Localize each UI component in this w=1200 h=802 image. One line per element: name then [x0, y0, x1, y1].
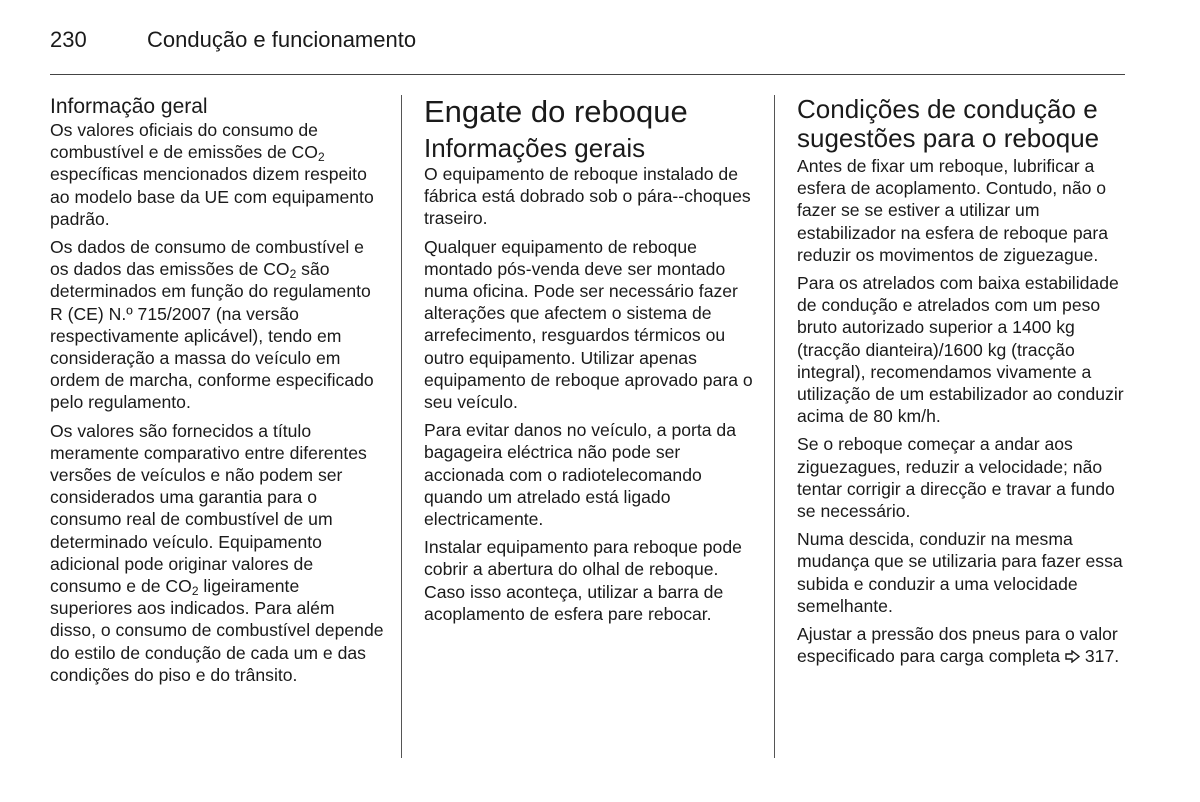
paragraph: Para evitar danos no veículo, a porta da bagageira eléctrica não pode ser accionada com o radiotelecomando quando um atrelado está ligado electricamente. — [424, 420, 736, 530]
paragraph: Antes de fixar um reboque, lubrificar a esfera de acoplamento. Contudo, não o fazer se se estiver a utilizar um estabilizador na esfera de reboque para reduzir os movimentos de ziguezague. — [797, 156, 1109, 265]
section-title: Condições de condução e sugestões para o reboque — [797, 94, 1100, 153]
section-title: Engate do reboque — [424, 94, 688, 129]
paragraph: Para os atrelados com baixa estabilidade de condução e atrelados com um peso bruto autorizado superior a 1400 kg (tracção dianteira)/1600 kg (tracção integral), recomendamos vivamente a utilização de um estabilizador ao conduzir acima de 80 km/h. — [797, 273, 1124, 427]
page-header — [50, 27, 1125, 53]
paragraph: O equipamento de reboque instalado de fábrica está dobrado sob o pára--choques traseiro. — [424, 164, 751, 229]
column-divider — [774, 95, 775, 758]
paragraph: Os valores oficiais do consumo de combustível e de emissões de $CO_2$ específicas mencionados dizem respeito ao modelo base da UE com equipamento padrão. — [50, 120, 374, 229]
page-reference[interactable]: 317. — [1079, 646, 1120, 667]
paragraph: Os valores são fornecidos a título meramente comparativo entre diferentes versões de veículos e não podem ser considerados uma garantia para o consumo real de combustível de um determinado veículo. Equipamento adicional pode originar valores de consumo e de $CO_2$ ligeiramente superiores aos indicados. Para além disso, o consumo de combustível depende do estilo de condução de cada um e das condições do piso e do trânsito. — [50, 420, 384, 685]
paragraph: Qualquer equipamento de reboque montado pós-venda deve ser montado numa oficina. Pode ser necessário fazer alterações que afectem o sistema de arrefecimento, resguardos térmicos ou outro equipamento. Utilizar apenas equipamento de reboque aprovado para o seu veículo. — [424, 236, 753, 413]
paragraph: Se o reboque começar a andar aos ziguezagues, reduzir a velocidade; não tentar corrigir a direcção e travar a fundo se necessário. — [797, 434, 1115, 522]
paragraph: Instalar equipamento para reboque pode cobrir a abertura do olhal de reboque. Caso isso aconteça, utilizar a barra de acoplamento de esfera pare rebocar. — [424, 537, 742, 624]
paragraph: Os dados de consumo de combustível e os dados das emissões de $CO_2$ são determinados em função do regulamento R (CE) N.º 715/2007 (na versão respectivamente aplicável), tendo em consideração a massa do veículo em ordem de marcha, conforme especificado pelo regulamento. — [50, 237, 374, 413]
column-towing-tips — [797, 95, 1132, 675]
section-heading: Informação geral — [50, 95, 208, 118]
paragraph: Ajustar a pressão dos pneus para o valor especificado para carga completa 317. — [797, 624, 1120, 667]
header-divider — [50, 74, 1125, 75]
chapter-title: Condução e funcionamento — [147, 27, 417, 52]
page-number: 230 — [50, 27, 87, 52]
column-general-info — [50, 95, 385, 692]
column-towing-hitch — [424, 95, 754, 631]
paragraph: Numa descida, conduzir na mesma mudança que se utilizaria para fazer essa subida e conduzir a uma velocidade semelhante. — [797, 529, 1123, 616]
section-subtitle: Informações gerais — [424, 133, 646, 163]
column-divider — [401, 95, 402, 758]
cross-reference-arrow-icon — [1065, 649, 1080, 666]
